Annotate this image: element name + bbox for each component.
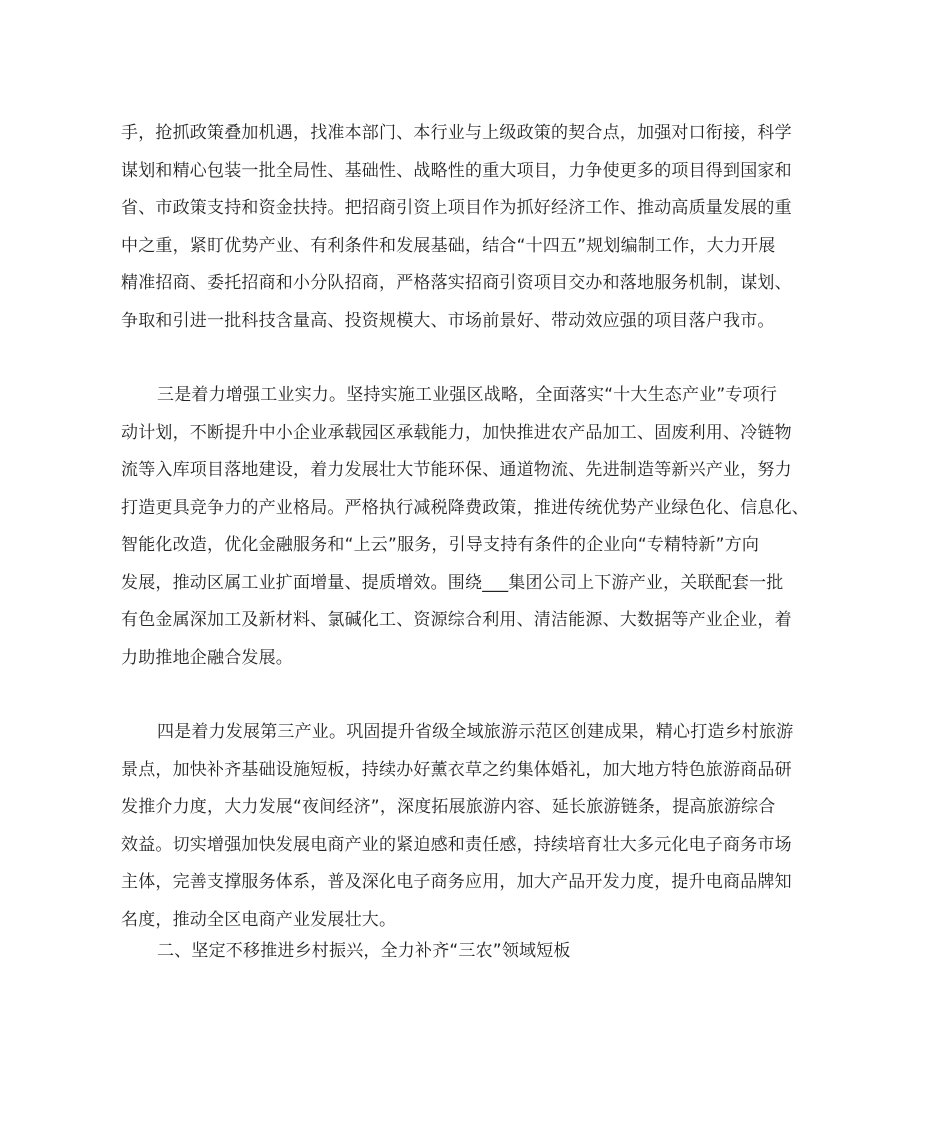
text-line: 精准招商、委托招商和小分队招商，严格落实招商引资项目交办和落地服务机制，谋划、	[121, 273, 792, 293]
text-line: 效益。切实增强加快发展电商产业的紧迫感和责任感，持续培育壮大多元化电子商务市场	[121, 834, 792, 855]
text-line: 流等入库项目落地建设，着力发展壮大节能环保、通道物流、先进制造等新兴产业，努力	[121, 460, 792, 480]
text-line: 谋划和精心包装一批全局性、基础性、战略性的重大项目，力争使更多的项目得到国家和	[121, 160, 792, 181]
paragraph-investment	[121, 115, 833, 340]
text-line: 四是着力发展第三产业。巩固提升省级全域旅游示范区创建成果，精心打造乡村旅游	[157, 722, 794, 742]
text-line: 打造更具竞争力的产业格局。严格执行减税降费政策，推进传统优势产业绿色化、信息化、	[121, 497, 809, 518]
text-line: 主体，完善支撑服务体系，普及深化电子商务应用，加大产品开发力度，提升电商品牌知	[121, 872, 792, 892]
text-line: 发推介力度，大力发展“夜间经济”，深度拓展旅游内容、延长旅游链条，提高旅游综合	[121, 797, 776, 817]
text-line: 三是着力增强工业实力。坚持实施工业强区战略，全面落实“十大生态产业”专项行	[157, 385, 778, 405]
text-line: 手，抢抓政策叠加机遇，找准本部门、本行业与上级政策的契合点，加强对口衔接，科学	[121, 123, 792, 143]
text-line: 争取和引进一批科技含量高、投资规模大、市场前景好、带动效应强的项目落户我市。	[121, 310, 775, 331]
text-line: 动计划，不断提升中小企业承载园区承载能力，加快推进农产品加工、固废利用、冷链物	[121, 422, 792, 443]
text-line: 中之重，紧盯优势产业、有利条件和发展基础，结合“十四五”规划编制工作，大力开展	[121, 235, 776, 256]
text-line: 有色金属深加工及新材料、氯碱化工、资源综合利用、清洁能源、大数据等产业企业，着	[121, 610, 792, 630]
text-line: 名度，推动全区电商产业发展壮大。	[121, 909, 397, 930]
section-heading	[121, 933, 833, 971]
text-line: 智能化改造，优化金融服务和“上云”服务，引导支持有条件的企业向“专精特新”方向	[121, 535, 760, 555]
text-line: 发展，推动区属工业扩面增量、提质增效。围绕___集团公司上下游产业，关联配套一批	[121, 572, 784, 593]
text-line: 景点，加快补齐基础设施短板，持续办好薰衣草之约集体婚礼，加大地方特色旅游商品研	[121, 759, 792, 780]
section-heading-text: 二、坚定不移推进乡村振兴，全力补齐“三农”领域短板	[157, 941, 571, 961]
text-line: 力助推地企融合发展。	[121, 647, 293, 668]
paragraph-industry	[121, 377, 833, 677]
text-line: 省、市政策支持和资金扶持。把招商引资上项目作为抓好经济工作、推动高质量发展的重	[121, 198, 792, 218]
paragraph-tertiary-industry	[121, 714, 833, 939]
